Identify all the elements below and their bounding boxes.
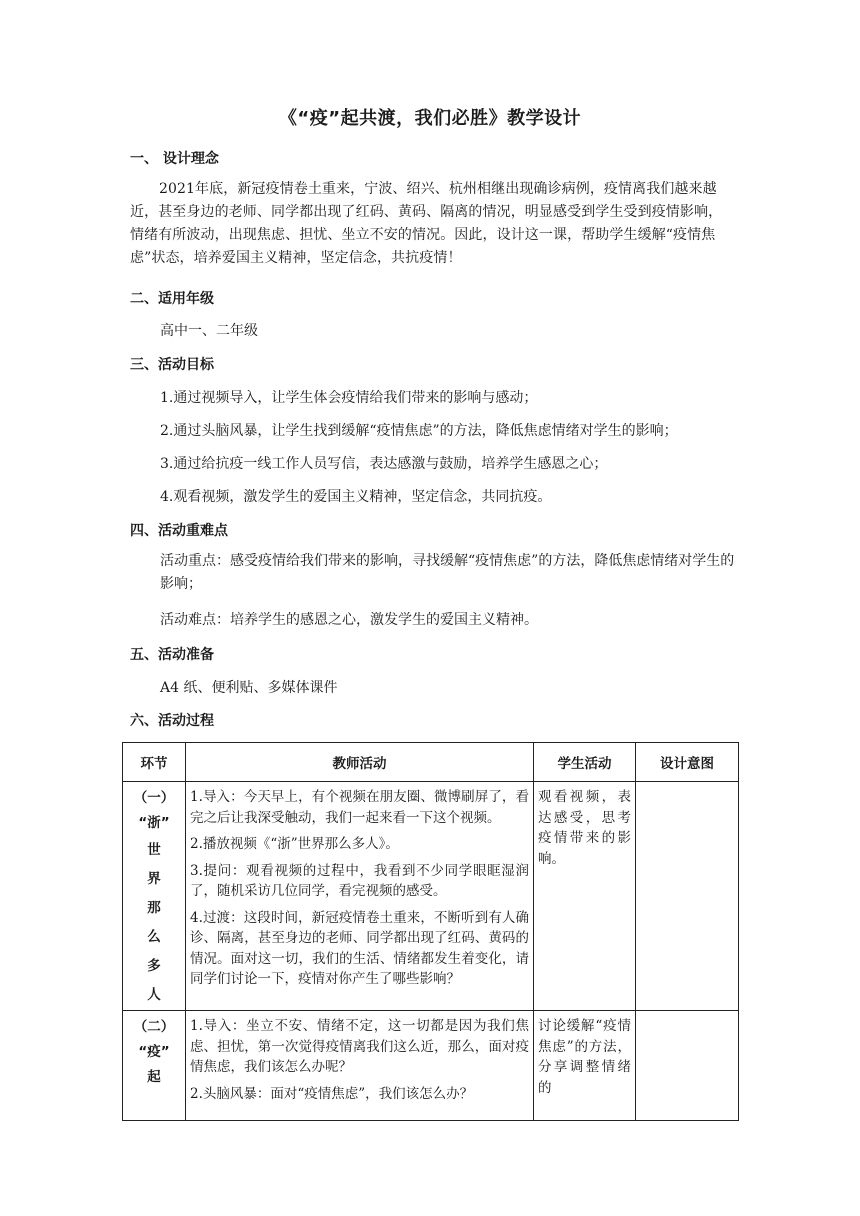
table-row	[123, 1011, 739, 1121]
design-intent-cell	[636, 782, 739, 1011]
activity-process-table	[122, 742, 739, 1121]
goal-item: 1.通过视频导入，让学生体会疫情给我们带来的影响与感动；	[160, 390, 538, 406]
teacher-step: 2.播放视频《“浙”世界那么多人》。	[190, 836, 399, 852]
stage-number: （二）	[133, 1019, 175, 1035]
document-title: 《“疫”起共渡，我们必胜》教学设计	[278, 108, 582, 129]
header-teacher-activity: 教师活动	[186, 743, 534, 782]
stage-name-char: 那	[147, 900, 161, 916]
difficulty-paragraph: 活动难点：培养学生的感恩之心，激发学生的爱国主义精神。	[160, 612, 538, 628]
section-heading-grade: 二、适用年级	[130, 291, 214, 307]
header-student-activity: 学生活动	[534, 743, 636, 782]
teacher-step: 3.提问：观看视频的过程中，我看到不少同学眼眶湿润了，随机采访几位同学，看完视频的感受。	[190, 862, 529, 899]
stage-name-char: 世	[147, 842, 161, 858]
teacher-activity-cell	[186, 1011, 534, 1121]
section-heading-preparation: 五、活动准备	[130, 647, 214, 663]
student-activity-cell: 讨论缓解“疫情焦虑”的方法，分享调整情绪的	[534, 1011, 636, 1121]
teacher-activity-cell	[186, 782, 534, 1011]
header-stage: 环节	[123, 743, 186, 782]
section-heading-design-concept: 一、 设计理念	[130, 151, 219, 167]
student-activity-cell: 观看视频，表达感受，思考疫情带来的影响。	[534, 782, 636, 1011]
stage-name-char: 人	[147, 987, 161, 1003]
teacher-step: 4.过渡：这段时间，新冠疫情卷土重来，不断听到有人确诊、隔离，甚至身边的老师、同学都出现了红码、黄码的情况。面对这一切，我们的生活、情绪都发生着变化，请同学们讨论一下，疫情对你产生了哪些影响？	[190, 909, 529, 987]
teacher-step: 2.头脑风暴：面对“疫情焦虑”，我们该怎么办？	[190, 1085, 474, 1102]
stage-name-char: 界	[147, 871, 161, 887]
stage-number: （一）	[133, 790, 175, 806]
preparation-text: A4 纸、便利贴、多媒体课件	[160, 680, 338, 696]
section-heading-key-points: 四、活动重难点	[130, 523, 228, 539]
goal-item: 3.通过给抗疫一线工作人员写信，表达感激与鼓励，培养学生感恩之心；	[160, 456, 608, 472]
stage-name-char: 么	[147, 929, 161, 945]
design-intent-cell	[636, 1011, 739, 1121]
section-heading-process: 六、活动过程	[130, 713, 214, 729]
grade-text: 高中一、二年级	[160, 323, 258, 339]
stage-name-char: “疫”	[138, 1044, 170, 1060]
section-heading-goals: 三、活动目标	[130, 357, 214, 373]
header-design-intent: 设计意图	[636, 743, 739, 782]
goal-item: 4.观看视频，激发学生的爱国主义精神，坚定信念，共同抗疫。	[160, 489, 552, 505]
stage-cell	[123, 782, 186, 1011]
teacher-step: 1.导入：今天早上，有个视频在朋友圈、微博刷屏了，看完之后让我深受触动，我们一起来看一下这个视频。	[190, 789, 529, 826]
stage-name-char: 多	[147, 958, 161, 974]
goal-item: 2.通过头脑风暴，让学生找到缓解“疫情焦虑”的方法，降低焦虑情绪对学生的影响；	[160, 423, 678, 439]
stage-cell	[123, 1011, 186, 1121]
teacher-step: 1.导入：坐立不安、情绪不定，这一切都是因为我们焦虑、担忧，第一次觉得疫情离我们这么近，那么，面对疫情焦虑，我们该怎么办呢？	[190, 1018, 529, 1075]
table-header-row	[123, 743, 739, 782]
design-concept-paragraph: 2021年底，新冠疫情卷土重来，宁波、绍兴、杭州相继出现确诊病例，疫情离我们越来越近，甚至身边的老师、同学都出现了红码、黄码、隔离的情况，明显感受到学生受到疫情影响，情绪有所波动，出现焦虑、担忧、坐立不安的情况。因此，设计这一课，帮助学生缓解“疫情焦虑”状态，培养爱国主义精神，坚定信念，共抗疫情！	[130, 181, 723, 266]
stage-name-char: “浙”	[138, 815, 170, 831]
table-row	[123, 782, 739, 1011]
stage-name-char: 起	[147, 1069, 161, 1085]
key-point-paragraph: 活动重点：感受疫情给我们带来的影响，寻找缓解“疫情焦虑”的方法，降低焦虑情绪对学生的影响；	[160, 553, 735, 592]
